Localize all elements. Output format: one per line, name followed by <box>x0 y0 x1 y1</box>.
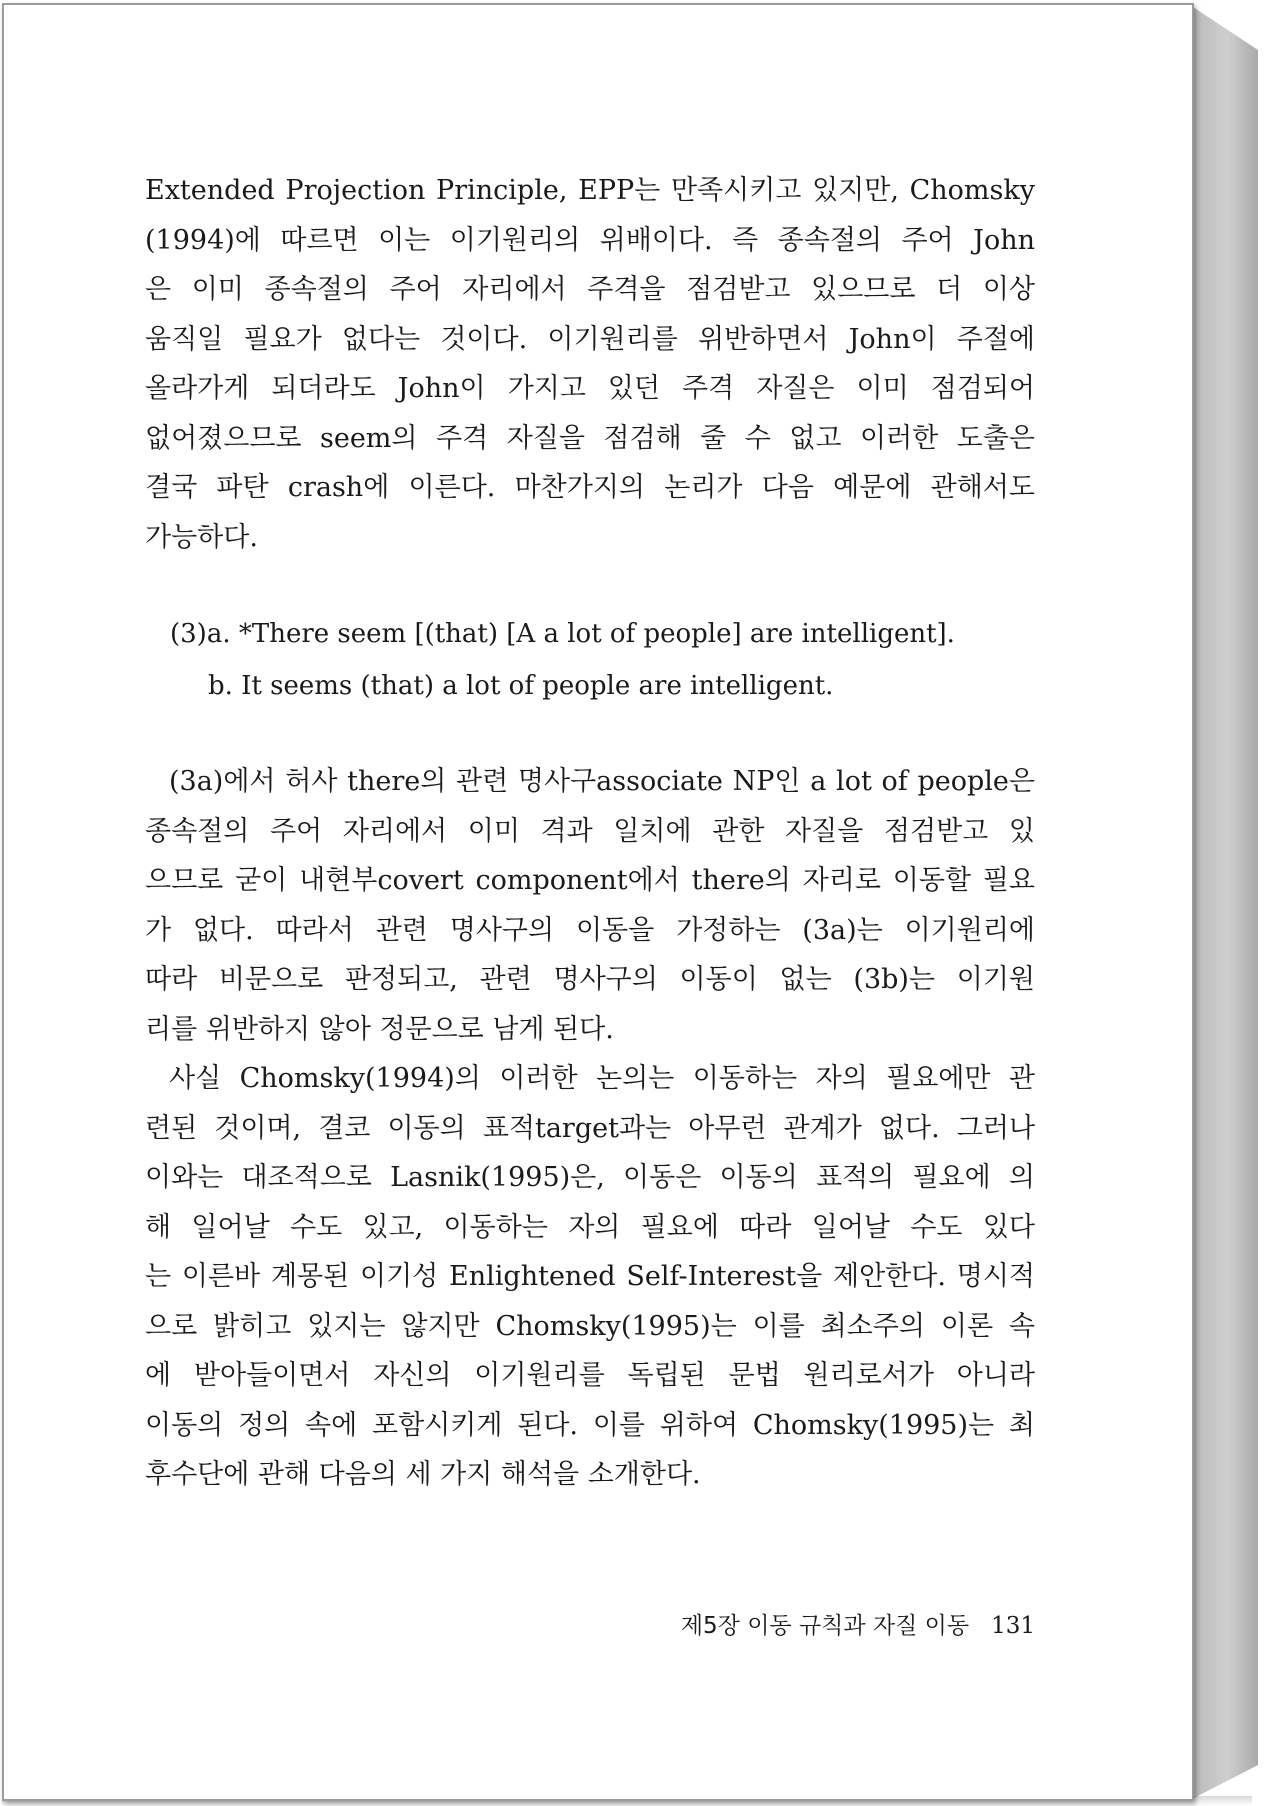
paragraph-2 <box>145 757 1035 1500</box>
text-line: 결국 파탄 crash에 이른다. 마찬가지의 논리가 다음 예문에 관해서도 <box>145 472 1035 503</box>
text-line: 없어졌으므로 seem의 주격 자질을 점검해 줄 수 없고 이러한 도출은 <box>145 422 1035 454</box>
text-line: Extended Projection Principle, EPP는 만족시키고 있지만, Chomsky <box>145 175 1035 206</box>
page-number: 131 <box>991 1613 1035 1639</box>
text-line: 해 일어날 수도 있고, 이동하는 자의 필요에 따라 일어날 수도 있다 <box>145 1211 1035 1243</box>
page-footer <box>681 1607 1035 1640</box>
text-line: (3a)에서 허사 there의 관련 명사구associate NP인 a lot of people은 <box>169 766 1035 797</box>
book-page-edge <box>1190 5 1258 1800</box>
text-line: 올라가게 되더라도 John이 가지고 있던 주격 자질은 이미 점검되어 <box>145 373 1035 404</box>
text-line: 는 이른바 계몽된 이기성 Enlightened Self-Interest을 제안한다. 명시적 <box>145 1261 1035 1292</box>
text-line: 가 없다. 따라서 관련 명사구의 이동을 가정하는 (3a)는 이기원리에 <box>145 914 1035 946</box>
text-line: 움직일 필요가 없다는 것이다. 이기원리를 위반하면서 John이 주절에 <box>145 323 1035 355</box>
text-line: 은 이미 종속절의 주어 자리에서 주격을 점검받고 있으므로 더 이상 <box>145 274 1035 305</box>
running-head: 제5장 이동 규칙과 자질 이동 <box>680 1613 970 1639</box>
text-line: 이동의 정의 속에 포함시키게 된다. 이를 위하여 Chomsky(1995)는 최 <box>145 1409 1035 1441</box>
example-3b: b. It seems (that) a lot of people are intelligent. <box>208 671 834 701</box>
text-line: 가능하다. <box>145 521 258 553</box>
text-line: 종속절의 주어 자리에서 이미 격과 일치에 관한 자질을 점검받고 있 <box>145 815 1035 847</box>
example-3a: (3)a. *There seem [(that) [A a lot of people] are intelligent]. <box>170 619 955 649</box>
paragraph-1 <box>145 166 1035 562</box>
text-line: 이와는 대조적으로 Lasnik(1995)은, 이동은 이동의 표적의 필요에 의 <box>145 1162 1035 1193</box>
text-line: 으므로 굳이 내현부covert component에서 there의 자리로 이동할 필요 <box>145 865 1035 896</box>
text-line: 따라 비문으로 판정되고, 관련 명사구의 이동이 없는 (3b)는 이기원 <box>145 964 1035 995</box>
example-sentences <box>170 608 1020 712</box>
text-line: 으로 밝히고 있지는 않지만 Chomsky(1995)는 이를 최소주의 이론 속 <box>145 1310 1035 1342</box>
text-line: (1994)에 따르면 이는 이기원리의 위배이다. 즉 종속절의 주어 John <box>145 224 1035 256</box>
text-line: 사실 Chomsky(1994)의 이러한 논의는 이동하는 자의 필요에만 관 <box>169 1063 1035 1094</box>
text-line: 리를 위반하지 않아 정문으로 남게 된다. <box>145 1013 614 1045</box>
text-line: 후수단에 관해 다음의 세 가지 해석을 소개한다. <box>145 1459 701 1490</box>
text-line: 에 받아들이면서 자신의 이기원리를 독립된 문법 원리로서가 아니라 <box>145 1360 1035 1391</box>
text-line: 련된 것이며, 결코 이동의 표적target과는 아무런 관계가 없다. 그러나 <box>145 1112 1035 1144</box>
